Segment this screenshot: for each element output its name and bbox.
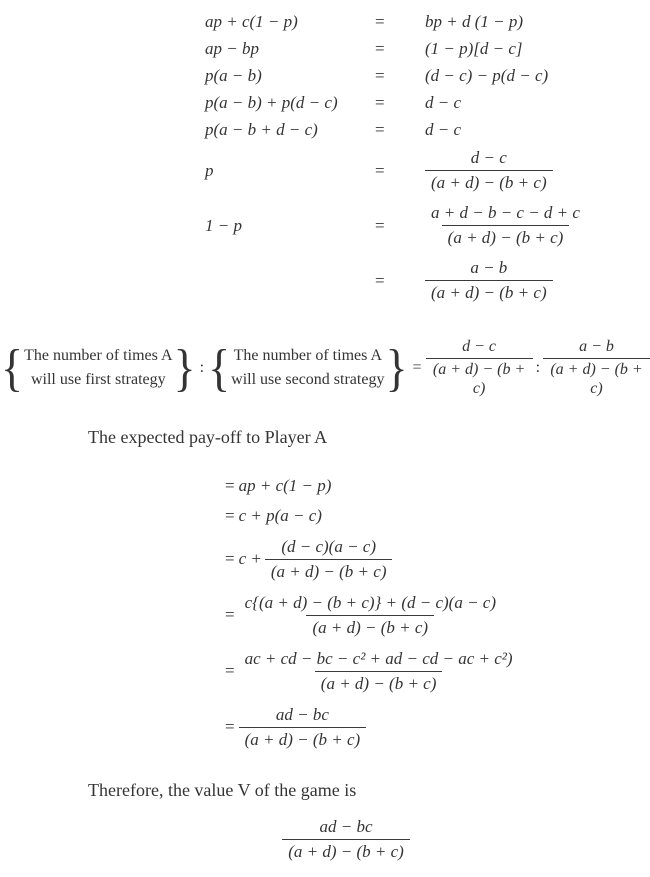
equals-sign: = [375,11,385,31]
fraction-denominator: (a + d) − (b + c) [543,358,650,398]
fraction-numerator: a − b [579,337,614,355]
derivation-row [225,699,519,755]
fraction-denominator: (a + d) − (b + c) [442,225,570,248]
equation-block-top [0,8,650,308]
fraction [265,537,393,581]
fraction [239,705,367,749]
equals-sign: = [225,506,235,525]
game-value-result [0,817,650,861]
fraction-denominator: (a + d) − (b + c) [426,358,533,398]
equals-sign: = [225,605,235,624]
derivation-expression: c + p(a − c) [238,506,322,525]
fraction [282,817,410,861]
equals-sign: = [225,476,235,495]
equals-sign: = [375,270,385,290]
fraction-denominator: (a + d) − (b + c) [239,727,367,750]
open-brace: { [1,338,24,396]
equation-lhs: ap − bp [205,38,259,58]
equation-row [0,198,650,253]
derivation-row [225,643,519,699]
fraction-denominator: (a + d) − (b + c) [282,839,410,862]
equation-lhs: p(a − b + d − c) [205,119,318,139]
fraction-numerator: ac + cd − bc − c² + ad − cd − ac + c²) [244,648,513,668]
equation-rhs: (1 − p)[d − c] [425,38,523,58]
derivation-row [225,471,519,501]
fraction-denominator: (a + d) − (b + c) [425,170,553,193]
equation-lhs: ap + c(1 − p) [205,11,298,31]
equation-row [0,116,650,143]
equation-rhs: d − c [425,119,462,139]
fraction-denominator: (a + d) − (b + c) [265,559,393,582]
derivation-row [225,501,519,531]
equals-sign: = [375,215,385,235]
derivation-row [225,531,519,587]
equals-sign: = [225,549,235,568]
fraction-numerator: ad − bc [275,704,329,724]
fraction [425,258,553,302]
equation-lhs: 1 − p [205,215,242,235]
equation-row [0,62,650,89]
ratio-colon: : [535,359,541,376]
equation-row [0,35,650,62]
close-brace: } [385,338,408,396]
fraction-numerator: c{(a + d) − (b + c)} + (d − c)(a − c) [244,592,496,612]
equation-row [0,8,650,35]
equation-row [0,143,650,198]
fraction [426,338,533,398]
equation-row [0,89,650,116]
equation-rhs: d − c [425,92,462,112]
fraction-numerator: a + d − b − c − d + c [431,203,580,223]
fraction-denominator: (a + d) − (b + c) [315,671,443,694]
fraction-numerator: ad − bc [319,817,373,836]
equation-rhs: bp + d (1 − p) [425,11,524,31]
equation-row [0,253,650,308]
fraction [425,203,586,247]
brace-text-line: will use second strategy [231,371,385,388]
equals-sign: = [375,160,385,180]
conclusion-text: Therefore, the value V of the game is [88,780,357,800]
derivation-prefix: c + [238,549,262,568]
fraction-numerator: (d − c)(a − c) [281,536,377,556]
fraction [239,593,502,637]
fraction [543,338,650,398]
fraction-numerator: d − c [462,337,497,355]
payoff-derivation-block [225,471,519,755]
equals-sign: = [375,92,385,112]
fraction-numerator: a − b [470,258,508,278]
equation-rhs: (d − c) − p(d − c) [425,65,549,85]
payoff-heading: The expected pay-off to Player A [88,427,328,447]
equals-sign: = [375,119,385,139]
equals-sign: = [225,717,235,736]
equation-lhs: p [205,160,214,180]
ratio-equation [0,330,650,406]
open-brace: { [208,338,231,396]
equation-lhs: p(a − b) + p(d − c) [205,92,338,112]
fraction [239,649,519,693]
brace-text-second-strategy [231,344,384,392]
equals-sign: = [412,359,422,376]
brace-text-line: will use first strategy [30,371,166,388]
fraction-numerator: d − c [470,148,507,168]
derivation-expression: ap + c(1 − p) [238,476,332,495]
equation-lhs: p(a − b) [205,65,262,85]
brace-text-line: The number of times A [233,347,383,364]
brace-text-line: The number of times A [24,347,173,364]
fraction-denominator: (a + d) − (b + c) [306,615,434,638]
derivation-row [225,587,519,643]
equals-sign: = [225,661,235,680]
close-brace: } [173,338,196,396]
equals-sign: = [375,65,385,85]
equals-sign: = [375,38,385,58]
fraction-denominator: (a + d) − (b + c) [425,280,553,303]
brace-text-first-strategy [24,344,172,392]
ratio-colon: : [199,359,205,376]
fraction [425,148,553,192]
